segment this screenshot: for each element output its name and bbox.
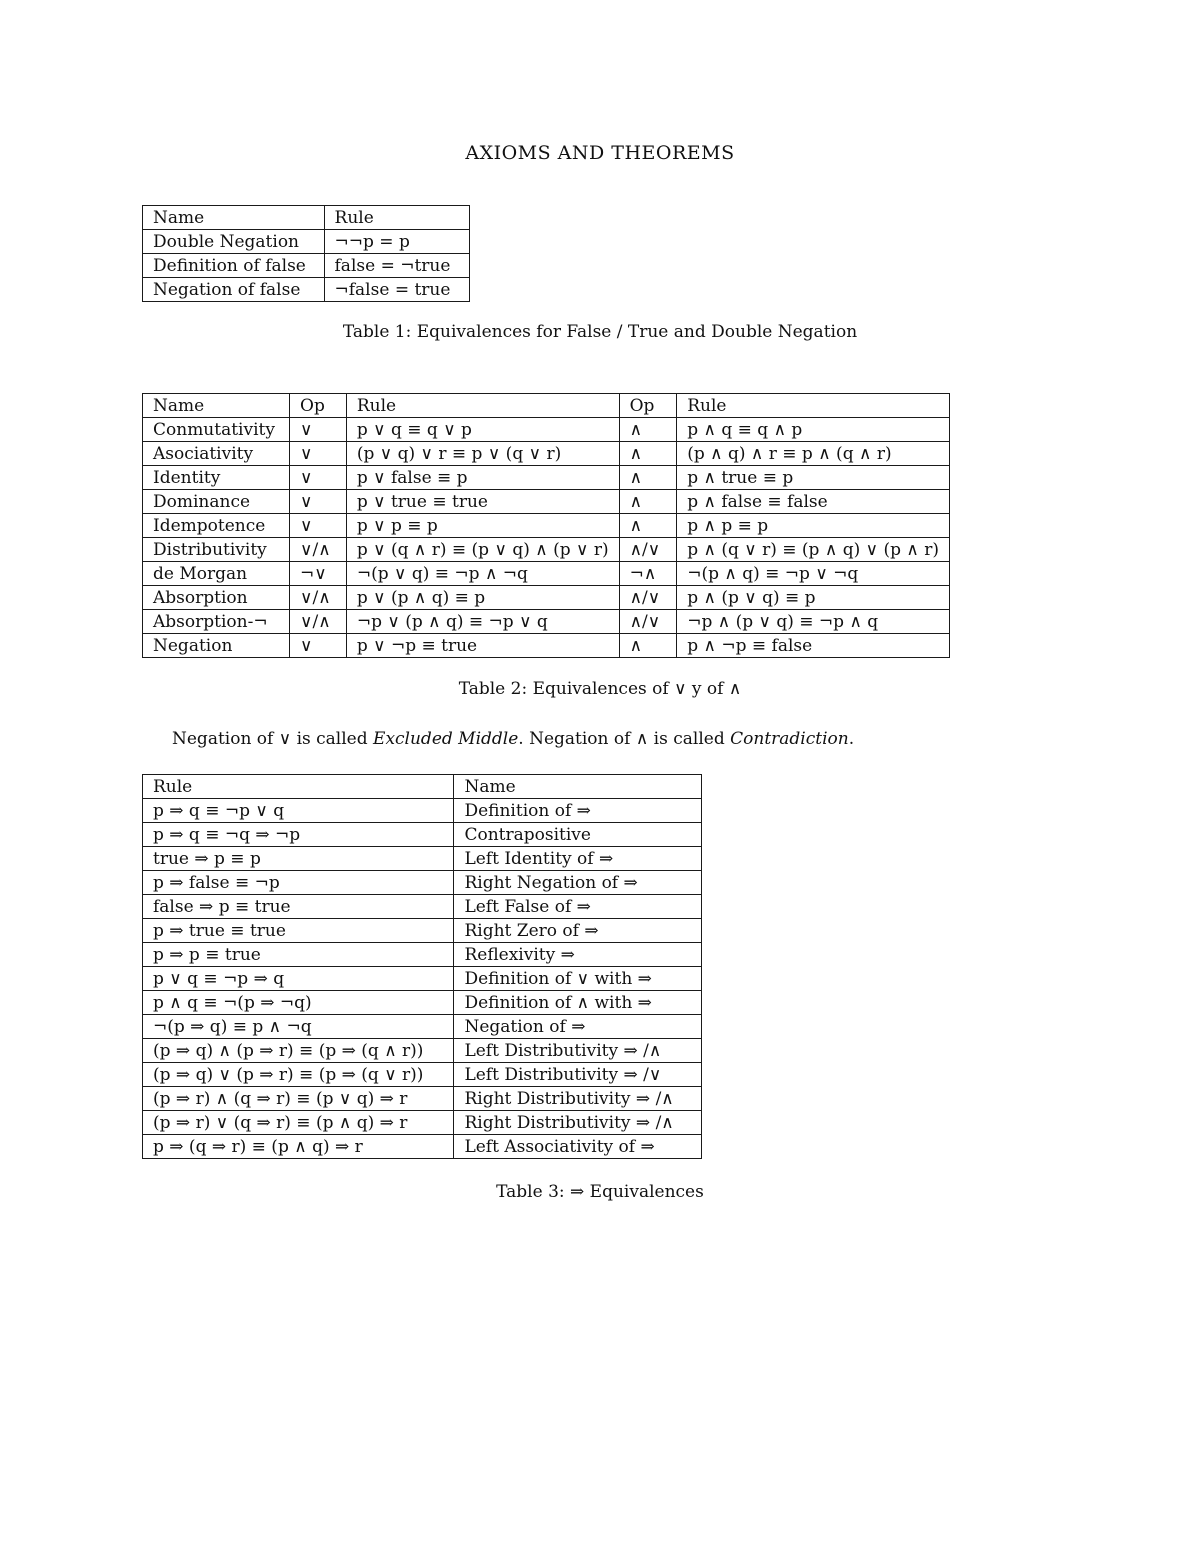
table-cell: ¬(p ⇒ q) ≡ p ∧ ¬q: [143, 1015, 454, 1039]
table-cell: ¬false = true: [324, 278, 469, 302]
table-row: [143, 1087, 702, 1111]
table-cell: p ∨ q ≡ ¬p ⇒ q: [143, 967, 454, 991]
table-cell: ∨: [290, 418, 347, 442]
table-cell: ∨/∧: [290, 538, 347, 562]
table-cell: ∧/∨: [619, 538, 677, 562]
table-cell: p ∨ (p ∧ q) ≡ p: [346, 586, 619, 610]
table-cell: ∧: [619, 514, 677, 538]
table-row: [143, 278, 470, 302]
table-cell: ∨: [290, 466, 347, 490]
table-row: [143, 967, 702, 991]
table-cell: Definition of ⇒: [454, 799, 702, 823]
header-cell: Rule: [143, 775, 454, 799]
table-cell: Reflexivity ⇒: [454, 943, 702, 967]
table-cell: Identity: [143, 466, 290, 490]
table-cell: ∨: [290, 634, 347, 658]
table-row: [143, 254, 470, 278]
table-cell: Left Associativity of ⇒: [454, 1135, 702, 1159]
table-cell: ∧: [619, 418, 677, 442]
table-cell: ∨/∧: [290, 610, 347, 634]
note-text: . Negation of ∧ is called: [518, 729, 731, 749]
table-cell: p ∧ ¬p ≡ false: [677, 634, 950, 658]
table-row: [143, 1111, 702, 1135]
table-row: [143, 871, 702, 895]
table-cell: Contrapositive: [454, 823, 702, 847]
table-row: [143, 538, 950, 562]
header-cell: Op: [619, 394, 677, 418]
header-row: [143, 206, 470, 230]
table-cell: Definition of ∧ with ⇒: [454, 991, 702, 1015]
table2-caption: Table 2: Equivalences of ∨ y of ∧: [458, 679, 742, 699]
table-cell: p ∧ (q ∨ r) ≡ (p ∧ q) ∨ (p ∧ r): [677, 538, 950, 562]
table-cell: p ∧ p ≡ p: [677, 514, 950, 538]
table-cell: p ⇒ true ≡ true: [143, 919, 454, 943]
table-cell: Dominance: [143, 490, 290, 514]
table-cell: Right Negation of ⇒: [454, 871, 702, 895]
table-cell: p ⇒ (q ⇒ r) ≡ (p ∧ q) ⇒ r: [143, 1135, 454, 1159]
table-cell: p ∨ ¬p ≡ true: [346, 634, 619, 658]
table-cell: ∧: [619, 466, 677, 490]
table-row: [143, 823, 702, 847]
table-cell: p ⇒ p ≡ true: [143, 943, 454, 967]
table-cell: Conmutativity: [143, 418, 290, 442]
header-cell: Rule: [346, 394, 619, 418]
table-row: [143, 610, 950, 634]
table-cell: p ⇒ false ≡ ¬p: [143, 871, 454, 895]
header-cell: Rule: [677, 394, 950, 418]
table-row: [143, 634, 950, 658]
table-cell: Definition of false: [143, 254, 325, 278]
table-cell: ¬(p ∧ q) ≡ ¬p ∨ ¬q: [677, 562, 950, 586]
table-row: [143, 991, 702, 1015]
table-row: [143, 1039, 702, 1063]
table-or-and-equivalences: [142, 393, 950, 658]
header-cell: Name: [454, 775, 702, 799]
table-cell: Distributivity: [143, 538, 290, 562]
table-cell: (p ⇒ q) ∨ (p ⇒ r) ≡ (p ⇒ (q ∨ r)): [143, 1063, 454, 1087]
table-row: [143, 1015, 702, 1039]
table-cell: ¬¬p = p: [324, 230, 469, 254]
table-row: [143, 562, 950, 586]
table-cell: Double Negation: [143, 230, 325, 254]
table-row: [143, 514, 950, 538]
page-title: AXIOMS AND THEOREMS: [465, 142, 735, 164]
table-row: [143, 1063, 702, 1087]
table-cell: de Morgan: [143, 562, 290, 586]
table-cell: (p ∧ q) ∧ r ≡ p ∧ (q ∧ r): [677, 442, 950, 466]
table-cell: ∨/∧: [290, 586, 347, 610]
table-cell: ¬∨: [290, 562, 347, 586]
table-row: [143, 847, 702, 871]
table-row: [143, 230, 470, 254]
table-implication-equivalences: [142, 774, 702, 1159]
table-cell: p ⇒ q ≡ ¬p ∨ q: [143, 799, 454, 823]
table-cell: p ∧ true ≡ p: [677, 466, 950, 490]
table-cell: Absorption: [143, 586, 290, 610]
header-cell: Rule: [324, 206, 469, 230]
table-cell: false = ¬true: [324, 254, 469, 278]
table-cell: p ∧ q ≡ ¬(p ⇒ ¬q): [143, 991, 454, 1015]
table-row: [143, 586, 950, 610]
table-cell: (p ⇒ r) ∨ (q ⇒ r) ≡ (p ∧ q) ⇒ r: [143, 1111, 454, 1135]
table-cell: ¬p ∨ (p ∧ q) ≡ ¬p ∨ q: [346, 610, 619, 634]
table-cell: Definition of ∨ with ⇒: [454, 967, 702, 991]
note-text: .: [848, 729, 855, 749]
table-cell: p ∨ q ≡ q ∨ p: [346, 418, 619, 442]
table-cell: p ⇒ q ≡ ¬q ⇒ ¬p: [143, 823, 454, 847]
header-cell: Op: [290, 394, 347, 418]
header-row: [143, 394, 950, 418]
table-cell: ∨: [290, 490, 347, 514]
table-row: [143, 919, 702, 943]
table-cell: Negation of false: [143, 278, 325, 302]
table-false-true-double-negation: [142, 205, 470, 302]
table-cell: (p ⇒ r) ∧ (q ⇒ r) ≡ (p ∨ q) ⇒ r: [143, 1087, 454, 1111]
table-cell: p ∨ (q ∧ r) ≡ (p ∨ q) ∧ (p ∨ r): [346, 538, 619, 562]
table-cell: ∧: [619, 490, 677, 514]
table-cell: ¬p ∧ (p ∨ q) ≡ ¬p ∧ q: [677, 610, 950, 634]
table-cell: ∨: [290, 514, 347, 538]
table-cell: Left Distributivity ⇒ /∧: [454, 1039, 702, 1063]
table-row: [143, 466, 950, 490]
table-cell: ∧: [619, 634, 677, 658]
table-cell: Asociativity: [143, 442, 290, 466]
table-row: [143, 1135, 702, 1159]
table-cell: ∧/∨: [619, 586, 677, 610]
table-cell: Left False of ⇒: [454, 895, 702, 919]
table-cell: p ∧ false ≡ false: [677, 490, 950, 514]
table-cell: (p ∨ q) ∨ r ≡ p ∨ (q ∨ r): [346, 442, 619, 466]
table-row: [143, 490, 950, 514]
table-cell: Left Distributivity ⇒ /∨: [454, 1063, 702, 1087]
table-cell: ∧: [619, 442, 677, 466]
table-row: [143, 418, 950, 442]
table-row: [143, 442, 950, 466]
table-cell: true ⇒ p ≡ p: [143, 847, 454, 871]
table1-caption: Table 1: Equivalences for False / True and Double Negation: [342, 322, 858, 342]
table-cell: (p ⇒ q) ∧ (p ⇒ r) ≡ (p ⇒ (q ∧ r)): [143, 1039, 454, 1063]
note-text: Negation of ∨ is called: [172, 729, 374, 749]
table-cell: Idempotence: [143, 514, 290, 538]
table3-caption: Table 3: ⇒ Equivalences: [496, 1182, 704, 1202]
table-cell: Right Distributivity ⇒ /∧: [454, 1111, 702, 1135]
table-cell: ∨: [290, 442, 347, 466]
table-cell: Right Zero of ⇒: [454, 919, 702, 943]
table-cell: p ∨ p ≡ p: [346, 514, 619, 538]
header-row: [143, 775, 702, 799]
table-cell: ∧/∨: [619, 610, 677, 634]
table-row: [143, 799, 702, 823]
table-cell: Left Identity of ⇒: [454, 847, 702, 871]
table-cell: p ∨ true ≡ true: [346, 490, 619, 514]
table-cell: p ∧ (p ∨ q) ≡ p: [677, 586, 950, 610]
note-term-contradiction: Contradiction: [730, 729, 849, 749]
header-cell: Name: [143, 206, 325, 230]
table-cell: ¬(p ∨ q) ≡ ¬p ∧ ¬q: [346, 562, 619, 586]
note-term-excluded-middle: Excluded Middle: [373, 729, 519, 749]
table-cell: Negation of ⇒: [454, 1015, 702, 1039]
table-cell: Absorption-¬: [143, 610, 290, 634]
table-cell: false ⇒ p ≡ true: [143, 895, 454, 919]
table-cell: p ∨ false ≡ p: [346, 466, 619, 490]
note-paragraph: [172, 729, 854, 749]
header-cell: Name: [143, 394, 290, 418]
table-cell: Negation: [143, 634, 290, 658]
table-cell: Right Distributivity ⇒ /∧: [454, 1087, 702, 1111]
table-cell: ¬∧: [619, 562, 677, 586]
table-cell: p ∧ q ≡ q ∧ p: [677, 418, 950, 442]
table-row: [143, 943, 702, 967]
table-row: [143, 895, 702, 919]
